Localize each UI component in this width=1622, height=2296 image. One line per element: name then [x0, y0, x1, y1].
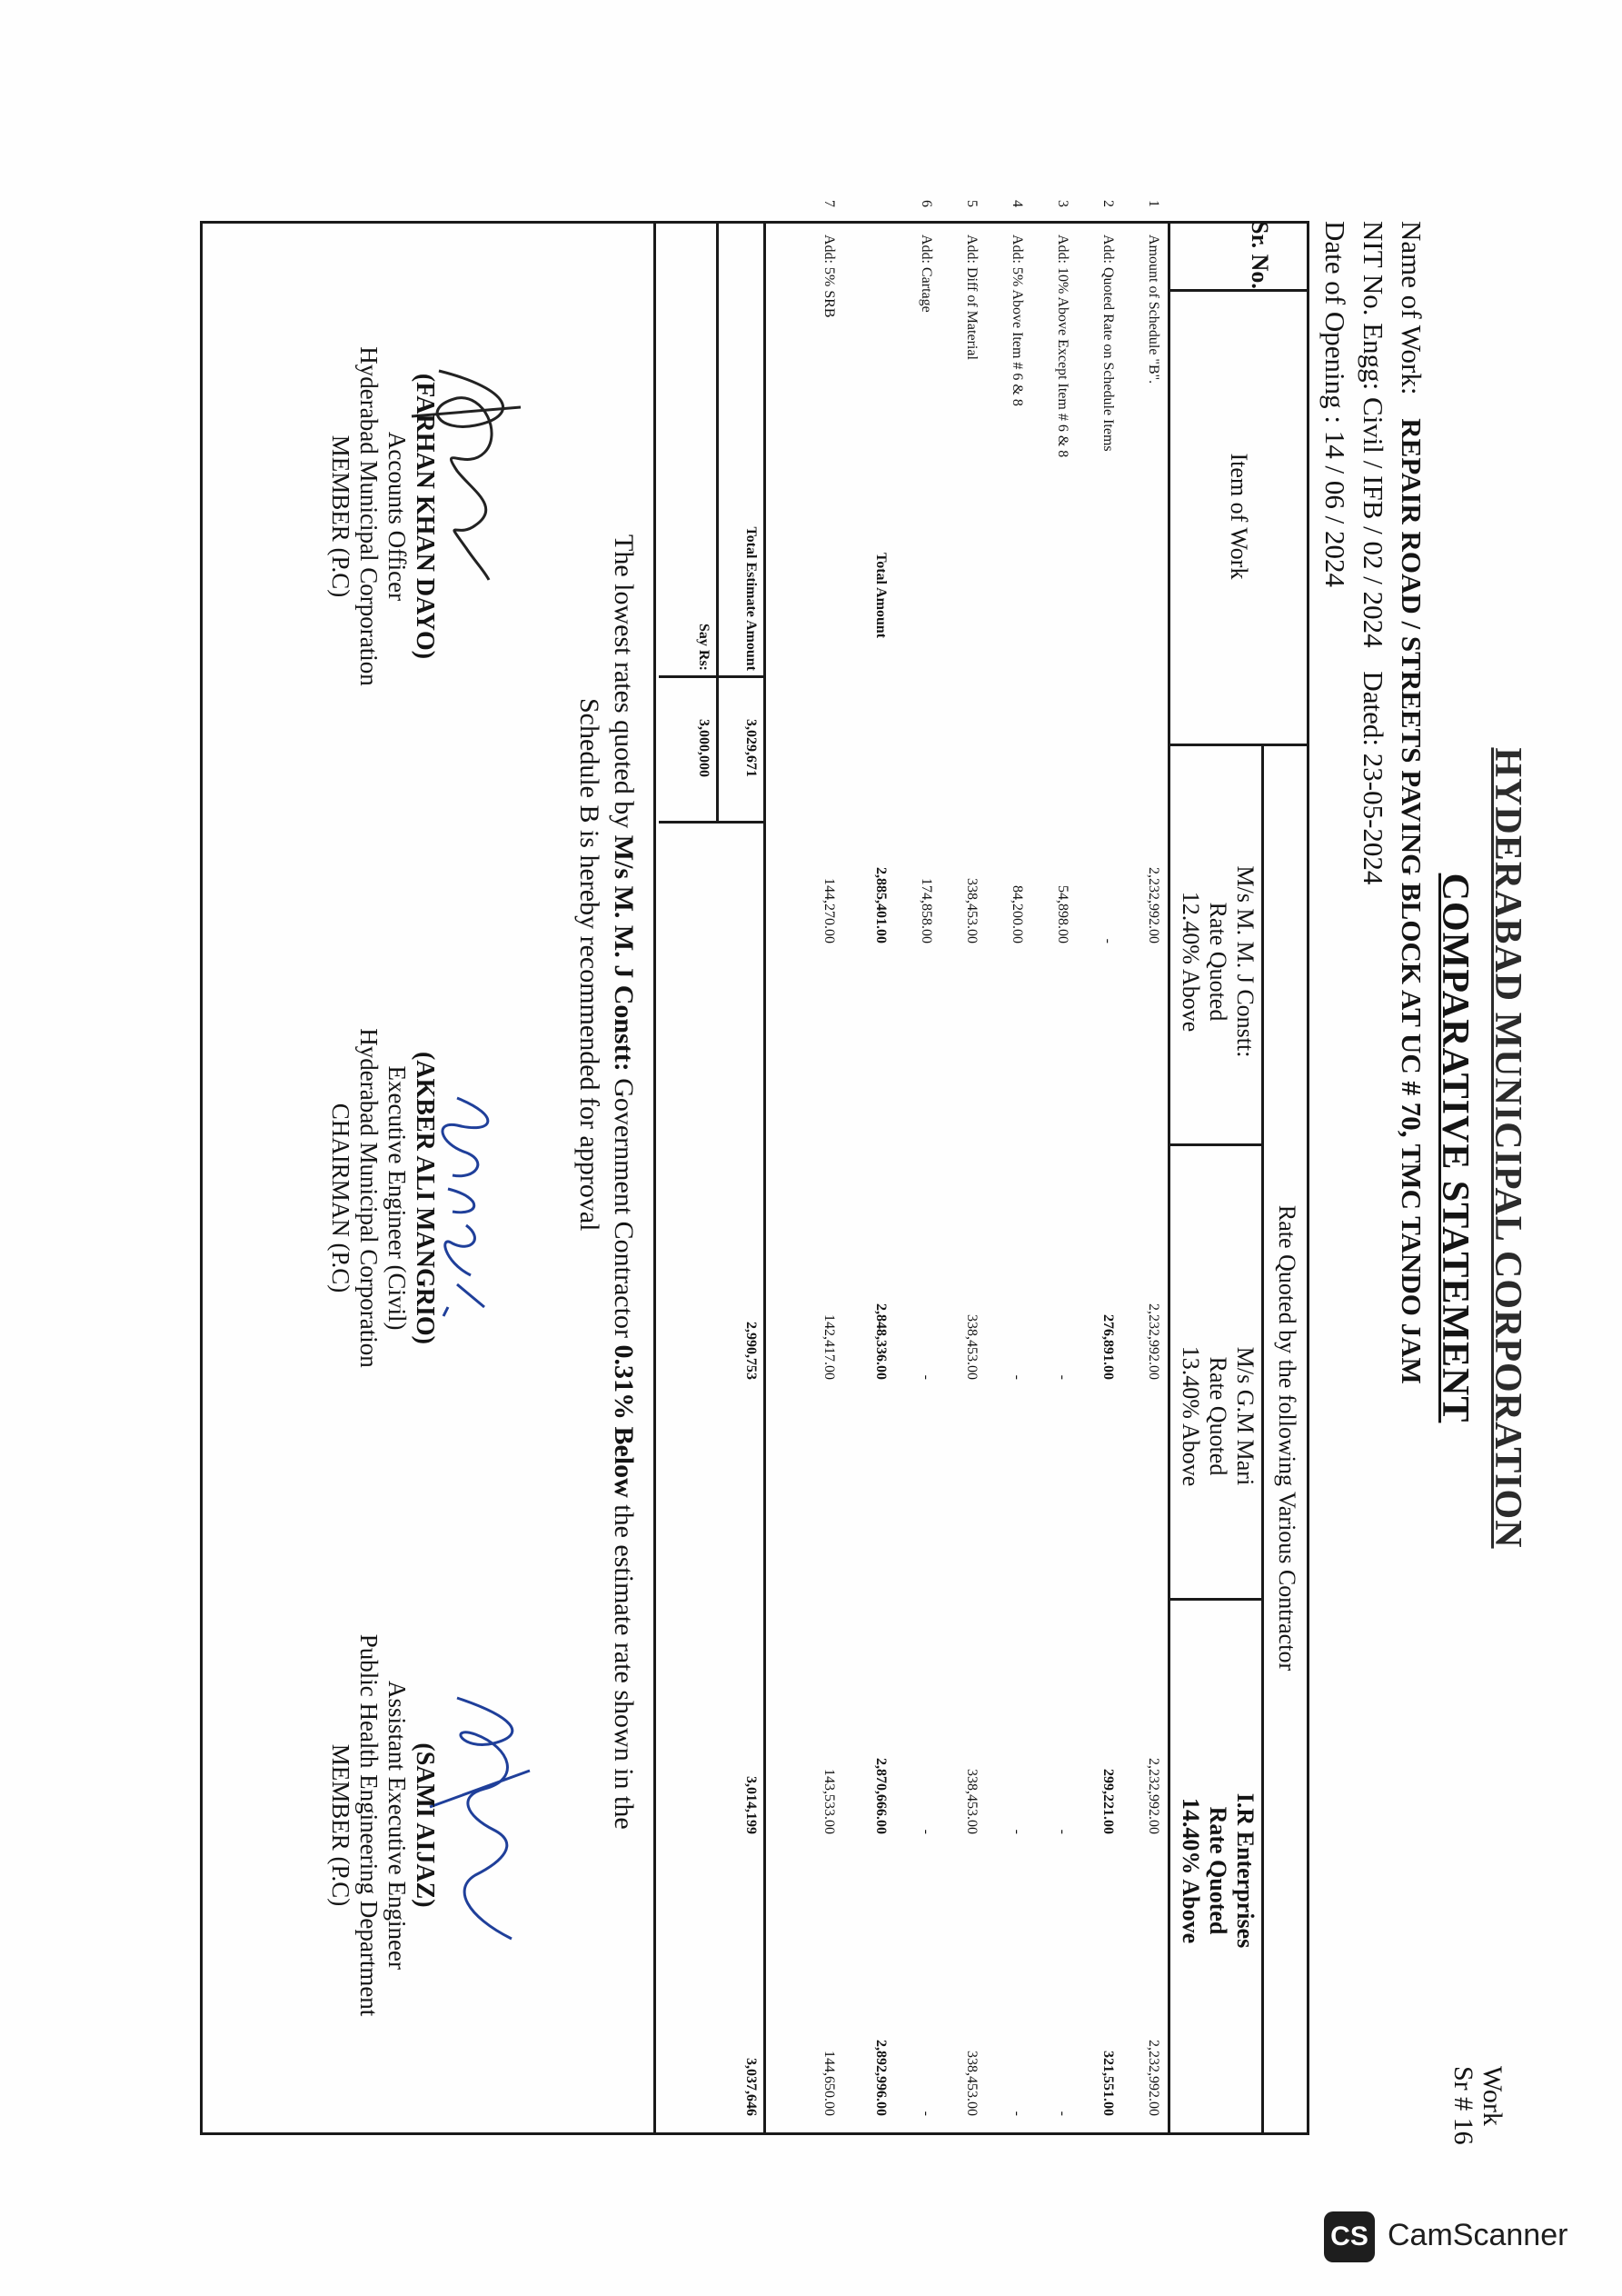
row-estimate: 54,898.00: [1054, 885, 1070, 943]
signatory-2-role: CHAIRMAN (P.C): [326, 1103, 354, 1293]
signatory-1-org: Hyderabad Municipal Corporation: [354, 346, 383, 686]
row-item: Add: Cartage: [918, 235, 934, 313]
contractor-3-header: [1177, 1689, 1259, 2052]
statement-title: COMPARATIVE STATEMENT: [1433, 873, 1476, 1423]
row-item: Add: Diff of Material: [963, 235, 980, 360]
srb-c1: 142,417.00: [821, 1314, 837, 1380]
say-label: Say Rs:: [695, 623, 711, 671]
srb-c2: 143,533.00: [821, 1769, 837, 1834]
header-rule: [1168, 221, 1170, 2132]
total-label: Total Amount: [872, 553, 889, 639]
row-c2: -: [1054, 1829, 1070, 1834]
say-rule: [716, 221, 719, 821]
org-title: HYDERABAD MUNICIPAL CORPORATION: [1486, 747, 1528, 1549]
contractor-1-name: M/s M. M. J Constt:: [1231, 865, 1259, 1058]
col-srno: Sr. No.: [1246, 221, 1273, 289]
signatory-2-org: Hyderabad Municipal Corporation: [354, 1028, 383, 1368]
contractor-1-percent: 12.40% Above: [1177, 891, 1204, 1033]
row-c1: 276,891.00: [1100, 1314, 1116, 1380]
row-c2: -: [1009, 1829, 1025, 1834]
row-item: Add: 5% Above Item # 6 & 8: [1009, 235, 1025, 406]
total-c2: 2,870,666.00: [872, 1758, 889, 1834]
srb-item: Add: 5% SRB: [821, 235, 837, 318]
row-estimate: 2,232,992.00: [1145, 867, 1161, 943]
signatory-3-title: Assistant Executive Engineer: [383, 1681, 411, 1970]
grand-c3: 3,037,646: [742, 2058, 759, 2116]
row-c1: -: [1054, 1374, 1070, 1380]
row-estimate: 338,453.00: [963, 878, 980, 943]
srb-c3: 144,650.00: [821, 2051, 837, 2116]
note-suffix: the estimate rate shown in the: [608, 1504, 639, 1830]
signatory-2: [326, 916, 439, 1480]
srb-estimate: 144,270.00: [821, 878, 837, 943]
signatory-1-name: (FARHAN KHAN DAYO): [410, 373, 439, 660]
col-group: Rate Quoted by the following Various Contractor: [1273, 1204, 1300, 1672]
contractor-2-rate: Rate Quoted: [1204, 1356, 1231, 1476]
row-estimate: 84,200.00: [1009, 885, 1025, 943]
org-title-wrap: [1486, 125, 1529, 2171]
nit-line: [1357, 221, 1389, 884]
note-percent: 0.31% Below: [608, 1344, 639, 1498]
srb-no: 7: [821, 200, 837, 207]
note-mid: Government Contractor: [608, 1078, 639, 1338]
row-c1: 338,453.00: [963, 1314, 980, 1380]
signatory-3-name: (SAMI AIJAZ): [410, 1742, 439, 1908]
contractor-3-name: I.R Enterprises: [1231, 1792, 1259, 1949]
row-c3: 2,232,992.00: [1145, 2040, 1161, 2116]
c1-divider: [1170, 1143, 1264, 1146]
note-prefix: The lowest rates quoted by: [608, 534, 639, 829]
row-item: Add: Quoted Rate on Schedule Items: [1100, 235, 1116, 452]
camscanner-text: CamScanner: [1388, 2218, 1568, 2252]
grand-c2: 3,014,199: [742, 1776, 759, 1834]
contractor-3-rate: Rate Quoted: [1204, 1806, 1231, 1935]
row-c2: 2,232,992.00: [1145, 1758, 1161, 1834]
grand-label: Total Estimate Amount: [742, 526, 759, 671]
contractor-1-rate: Rate Quoted: [1204, 902, 1231, 1022]
row-c3: 321,551.00: [1100, 2051, 1116, 2116]
group-rule: [1261, 744, 1264, 2132]
signature-sami: [421, 1680, 548, 1952]
row-c3: 338,453.00: [963, 2051, 980, 2116]
row-no: 1: [1145, 200, 1161, 207]
signatory-2-title: Executive Engineer (Civil): [383, 1065, 411, 1331]
work-label: Work: [1477, 2066, 1508, 2126]
col-item: Item of Work: [1225, 453, 1252, 580]
contractor-2-percent: 13.40% Above: [1177, 1345, 1204, 1487]
row-c1: -: [1009, 1374, 1025, 1380]
row-no: 2: [1100, 200, 1116, 207]
grand-value-divider: [659, 821, 766, 824]
row-c3: -: [918, 2111, 934, 2116]
row-c3: -: [1009, 2111, 1025, 2116]
total-c1: 2,848,336.00: [872, 1303, 889, 1380]
grand-c1: 2,990,753: [742, 1322, 759, 1380]
row-estimate: 174,858.00: [918, 878, 934, 943]
contractor-1-header: [1177, 780, 1259, 1143]
row-no: 4: [1009, 200, 1025, 207]
signatory-3: [326, 1543, 439, 2107]
contractor-3-percent: 14.40% Above: [1177, 1797, 1204, 1944]
signatory-2-name: (AKBER ALI MANGRIO): [410, 1051, 439, 1344]
recommendation-note: [608, 534, 639, 2171]
signatory-3-role: MEMBER (P.C): [326, 1743, 354, 1907]
row-c2: -: [918, 1829, 934, 1834]
name-of-work-label: Name of Work:: [1395, 221, 1428, 395]
nit-number: NIT No. Engg: Civil / IFB / 02 / 2024: [1357, 221, 1389, 648]
row-c1: 2,232,992.00: [1145, 1303, 1161, 1380]
name-of-work-line: [1395, 221, 1428, 1384]
row-no: 5: [963, 200, 980, 207]
signatory-1: [326, 235, 439, 798]
total-estimate: 2,885,401.00: [872, 867, 889, 943]
c2-divider: [1170, 1598, 1264, 1601]
row-no: 6: [918, 200, 934, 207]
grand-estimate: 3,029,671: [742, 719, 759, 777]
nit-dated: Dated: 23-05-2024: [1357, 671, 1389, 885]
rotated-document: [94, 125, 1529, 2171]
date-of-opening: Date of Opening : 14 / 06 / 2024: [1318, 221, 1351, 587]
row-c1: -: [918, 1374, 934, 1380]
sr-label: Sr # 16: [1448, 2066, 1478, 2145]
contractor-2-name: M/s G.M Mari: [1231, 1346, 1259, 1486]
grand-label-divider: [659, 675, 766, 678]
row-c3: -: [1054, 2111, 1070, 2116]
total-c3: 2,892,996.00: [872, 2040, 889, 2116]
signatory-1-title: Accounts Officer: [383, 431, 411, 602]
row-estimate: -: [1100, 938, 1116, 943]
row-c2: 299,221.00: [1100, 1769, 1116, 1834]
signatory-3-org: Public Health Engineering Department: [354, 1633, 383, 2017]
statement-title-wrap: [1433, 125, 1477, 2171]
note-line-2: Schedule B is hereby recommended for approval: [573, 698, 604, 1232]
row-item: Amount of Schedule "B".: [1145, 235, 1161, 384]
note-contractor: M/s M. M. J Constt:: [608, 834, 639, 1072]
signatory-1-role: MEMBER (P.C): [326, 434, 354, 598]
say-value: 3,000,000: [695, 719, 711, 777]
name-of-work-value: REPAIR ROAD / STREETS PAVING BLOCK AT UC # 70, TMC TANDO JAM: [1395, 418, 1428, 1384]
row-item: Add: 10% Above Except Item # 6 & 8: [1054, 235, 1070, 458]
camscanner-logo-icon: CS: [1324, 2211, 1375, 2262]
row-c2: 338,453.00: [963, 1769, 980, 1834]
work-ref: [1448, 2066, 1507, 2166]
row-no: 3: [1054, 200, 1070, 207]
contractor-2-header: [1177, 1234, 1259, 1598]
